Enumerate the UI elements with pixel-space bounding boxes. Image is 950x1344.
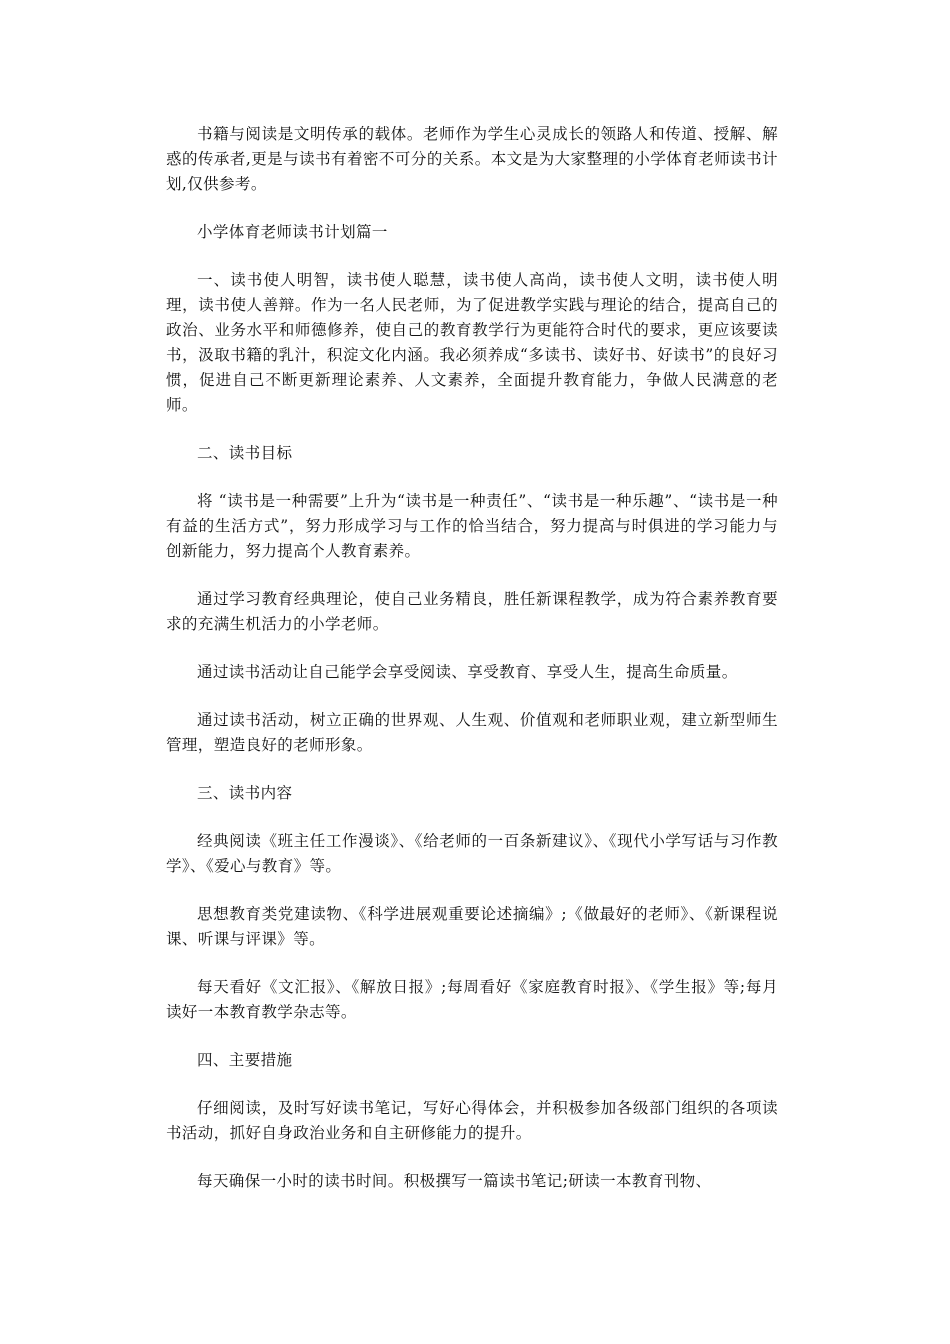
- paragraph-measure-2: 每天确保一小时的读书时间。积极撰写一篇读书笔记;研读一本教育刊物、: [197, 1172, 712, 1190]
- intro-paragraph: 书籍与阅读是文明传承的载体。老师作为学生心灵成长的领路人和传道、授解、解惑的传承者,更是与读书有着密不可分的关系。本文是为大家整理的小学体育老师读书计划,仅供参考。: [166, 125, 778, 193]
- paragraph-content-1: 经典阅读《班主任工作漫谈》、《给老师的一百条新建议》、《现代小学写话与习作教学》、《爱心与教育》等。: [166, 832, 778, 875]
- paragraph-goal-2: 通过学习教育经典理论，使自己业务精良，胜任新课程教学，成为符合素养教育要求的充满生机活力的小学老师。: [166, 590, 778, 633]
- paragraph-content-2: 思想教育类党建读物、《科学进展观重要论述摘编》;《做最好的老师》、《新课程说课、听课与评课》等。: [166, 905, 778, 948]
- paragraph-purpose: 一、读书使人明智，读书使人聪慧，读书使人高尚，读书使人文明，读书使人明理，读书使人善辩。作为一名人民老师，为了促进教学实践与理论的结合，提高自己的政治、业务水平和师德修养，使自己的教育教学行为更能符合时代的要求，更应该要读书，汲取书籍的乳汁，积淀文化内涵。我必须养成“多读书、读好书、好读书”的良好习惯，促进自己不断更新理论素养、人文素养，全面提升教育能力，争做人民满意的老师。: [166, 271, 778, 414]
- document-page: [166, 122, 778, 1217]
- paragraph-goal-3: 通过读书活动让自己能学会享受阅读、享受教育、享受人生，提高生命质量。: [197, 663, 738, 681]
- heading-goals: 二、读书目标: [197, 444, 293, 462]
- heading-measures: 四、主要措施: [197, 1051, 293, 1069]
- section-title: 小学体育老师读书计划篇一: [197, 223, 388, 241]
- paragraph-goal-1: 将 “读书是一种需要”上升为“读书是一种责任”、“读书是一种乐趣”、“读书是一种有益的生活方式”，努力形成学习与工作的恰当结合，努力提高与时俱进的学习能力与创新能力，努力提高个人教育素养。: [166, 492, 778, 560]
- heading-content: 三、读书内容: [197, 784, 293, 802]
- paragraph-goal-4: 通过读书活动，树立正确的世界观、人生观、价值观和老师职业观，建立新型师生管理，塑造良好的老师形象。: [166, 711, 778, 754]
- paragraph-measure-1: 仔细阅读，及时写好读书笔记，写好心得体会，并积极参加各级部门组织的各项读书活动，抓好自身政治业务和自主研修能力的提升。: [166, 1099, 778, 1142]
- paragraph-content-3: 每天看好《文汇报》、《解放日报》;每周看好《家庭教育时报》、《学生报》等;每月读好一本教育教学杂志等。: [166, 978, 778, 1021]
